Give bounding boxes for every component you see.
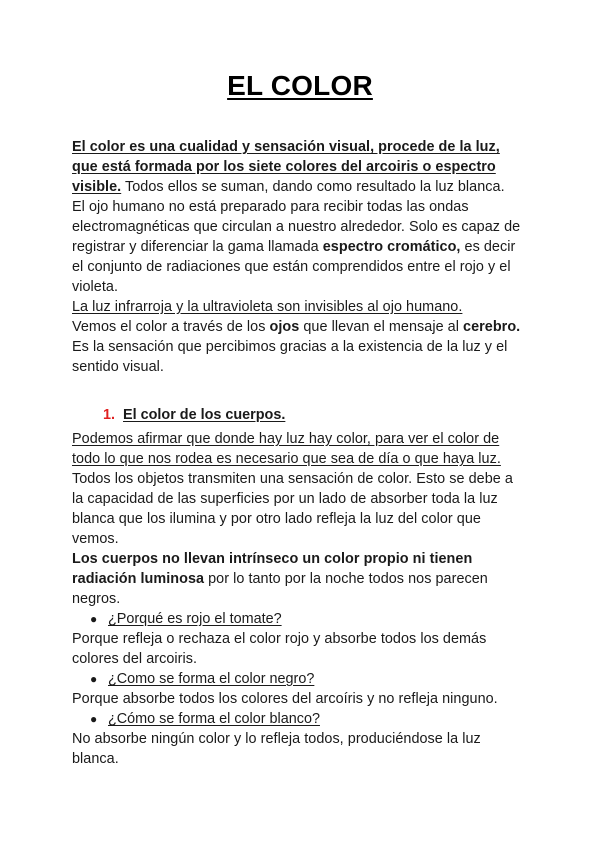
intro-definition: El color es una cualidad y sensación visual, procede de la luz, que está formada por los siete colores del arcoiris o espectro visible. — [72, 139, 500, 195]
intro-paragraph-2-a: El ojo humano no está preparado para recibir todas las ondas electromagnéticas que circulan a nuestro alrededor. Solo es capaz de registrar y diferenciar la gama llamada — [72, 199, 521, 255]
section-paragraph-1 — [72, 429, 528, 469]
page-title: EL COLOR — [227, 70, 373, 101]
question-item — [72, 709, 528, 729]
spacer — [72, 377, 528, 397]
light-color-statement: Podemos afirmar que donde hay luz hay color, para ver el color de todo lo que nos rodea es necesario que sea de día o que haya luz. — [72, 431, 501, 467]
section-paragraph-3 — [72, 549, 528, 609]
invisible-light-note: La luz infrarroja y la ultravioleta son invisibles al ojo humano. — [72, 299, 463, 315]
spectrum-term: espectro cromático, — [322, 239, 461, 255]
question-text: ¿Porqué es rojo el tomate? — [108, 611, 282, 627]
bullet-icon: ● — [90, 712, 98, 726]
document-page — [72, 70, 528, 769]
section-paragraph-2: Todos los objetos transmiten una sensación de color. Esto se debe a la capacidad de las superficies por un lado de absorber toda la luz blanca que los ilumina y por otro lado refleja la luz del color que vemos. — [72, 471, 513, 547]
bullet-icon: ● — [90, 612, 98, 626]
intro-paragraph-4-b: que llevan el mensaje al — [299, 319, 464, 335]
answer-text: Porque absorbe todos los colores del arcoíris y no refleja ninguno. — [72, 691, 498, 707]
eyes-term: ojos — [269, 319, 300, 335]
section-heading — [72, 405, 528, 425]
intro-paragraph-4 — [72, 317, 528, 377]
intro-paragraph-4-a: Vemos el color a través de los — [72, 319, 270, 335]
brain-term: cerebro. — [463, 319, 521, 335]
answer-text: Porque refleja o rechaza el color rojo y absorbe todos los demás colores del arcoiris. — [72, 631, 487, 667]
intro-paragraph-2-b: es decir el conjunto de radiaciones que están comprendidos entre el rojo y el violeta. — [72, 239, 516, 295]
intro-paragraph-4-c: Es la sensación que percibimos gracias a la existencia de la luz y el sentido visual. — [72, 339, 508, 375]
question-text: ¿Como se forma el color negro? — [108, 671, 315, 687]
question-item — [72, 669, 528, 689]
bullet-icon: ● — [90, 672, 98, 686]
intro-paragraph-1 — [72, 137, 528, 197]
intro-paragraph-1-rest: Todos ellos se suman, dando como resultado la luz blanca. — [121, 179, 505, 195]
answer-text: No absorbe ningún color y lo refleja todos, produciéndose la luz blanca. — [72, 731, 481, 767]
section-number: 1. — [103, 407, 116, 423]
section-paragraph-3-rest: por lo tanto por la noche todos nos parecen negros. — [72, 571, 488, 607]
section-title: El color de los cuerpos. — [123, 407, 286, 423]
question-item — [72, 609, 528, 629]
bodies-statement: Los cuerpos no llevan intrínseco un color propio ni tienen radiación luminosa — [72, 551, 473, 587]
question-text: ¿Cómo se forma el color blanco? — [108, 711, 320, 727]
intro-paragraph-3 — [72, 297, 528, 317]
intro-paragraph-2 — [72, 197, 528, 297]
